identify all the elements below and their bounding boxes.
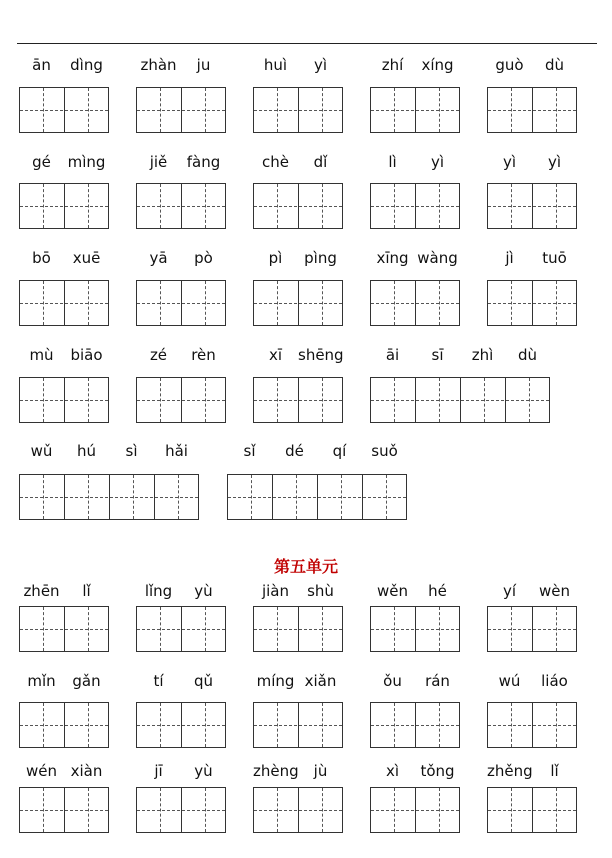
pinyin-syllable: yì <box>502 153 517 171</box>
writing-grid[interactable] <box>136 702 226 748</box>
grid-cell-divider <box>298 183 299 229</box>
grid-cell-divider <box>64 787 65 833</box>
grid-cell-divider <box>181 377 182 423</box>
grid-vertical-guide <box>439 788 440 832</box>
writing-grid[interactable] <box>19 474 199 520</box>
grid-vertical-guide <box>322 607 323 651</box>
pinyin-syllable: xiǎn <box>304 672 337 690</box>
grid-vertical-guide <box>160 607 161 651</box>
grid-vertical-guide <box>439 281 440 325</box>
grid-vertical-guide <box>439 378 440 422</box>
grid-vertical-guide <box>439 88 440 132</box>
writing-grid[interactable] <box>253 702 343 748</box>
grid-cell-divider <box>154 474 155 520</box>
grid-cell-divider <box>109 474 110 520</box>
grid-vertical-guide <box>205 184 206 228</box>
pinyin-syllable: dù <box>517 346 538 364</box>
grid-cell-divider <box>532 87 533 133</box>
pinyin-syllable: ān <box>32 56 51 74</box>
grid-vertical-guide <box>88 788 89 832</box>
pinyin-syllable: pò <box>194 249 213 267</box>
pinyin-syllable: pì <box>268 249 283 267</box>
grid-cell-divider <box>298 787 299 833</box>
pinyin-syllable: gé <box>32 153 51 171</box>
pinyin-syllable: lǐ <box>82 582 91 600</box>
pinyin-syllable: hǎi <box>165 442 188 460</box>
grid-cell-divider <box>64 377 65 423</box>
grid-vertical-guide <box>394 607 395 651</box>
grid-cell-divider <box>181 787 182 833</box>
pinyin-syllable: liáo <box>541 672 568 690</box>
pinyin-syllable: qǔ <box>193 672 214 690</box>
grid-vertical-guide <box>277 378 278 422</box>
grid-vertical-guide <box>277 607 278 651</box>
writing-grid[interactable] <box>136 280 226 326</box>
grid-vertical-guide <box>556 184 557 228</box>
pinyin-syllable: bō <box>32 249 51 267</box>
grid-vertical-guide <box>43 607 44 651</box>
grid-vertical-guide <box>511 788 512 832</box>
grid-vertical-guide <box>205 788 206 832</box>
grid-vertical-guide <box>43 88 44 132</box>
pinyin-syllable: míng <box>256 672 295 690</box>
grid-cell-divider <box>181 606 182 652</box>
grid-cell-divider <box>181 280 182 326</box>
grid-vertical-guide <box>556 607 557 651</box>
grid-vertical-guide <box>88 378 89 422</box>
grid-vertical-guide <box>322 703 323 747</box>
grid-vertical-guide <box>43 281 44 325</box>
grid-vertical-guide <box>160 184 161 228</box>
writing-grid[interactable] <box>19 377 109 423</box>
grid-cell-divider <box>181 87 182 133</box>
grid-cell-divider <box>532 280 533 326</box>
pinyin-syllable: qí <box>332 442 347 460</box>
writing-grid[interactable] <box>136 183 226 229</box>
grid-vertical-guide <box>511 281 512 325</box>
writing-grid[interactable] <box>370 183 460 229</box>
grid-vertical-guide <box>133 475 134 519</box>
pinyin-syllable: tuō <box>542 249 567 267</box>
pinyin-syllable: suǒ <box>371 442 398 460</box>
grid-vertical-guide <box>88 607 89 651</box>
grid-vertical-guide <box>556 281 557 325</box>
grid-cell-divider <box>298 280 299 326</box>
grid-vertical-guide <box>277 703 278 747</box>
grid-vertical-guide <box>322 88 323 132</box>
grid-vertical-guide <box>394 703 395 747</box>
grid-cell-divider <box>362 474 363 520</box>
grid-vertical-guide <box>484 378 485 422</box>
pinyin-syllable: sǐ <box>243 442 256 460</box>
pinyin-syllable: yù <box>194 582 213 600</box>
writing-grid[interactable] <box>136 787 226 833</box>
grid-vertical-guide <box>205 88 206 132</box>
writing-grid[interactable] <box>253 280 343 326</box>
grid-vertical-guide <box>88 475 89 519</box>
pinyin-syllable: lǐng <box>144 582 173 600</box>
grid-vertical-guide <box>511 184 512 228</box>
pinyin-syllable: fàng <box>186 153 221 171</box>
writing-grid[interactable] <box>19 87 109 133</box>
grid-cell-divider <box>505 377 506 423</box>
pinyin-syllable: guò <box>495 56 524 74</box>
pinyin-syllable: hú <box>76 442 96 460</box>
grid-cell-divider <box>532 183 533 229</box>
writing-grid[interactable] <box>487 606 577 652</box>
writing-grid[interactable] <box>487 87 577 133</box>
pinyin-syllable: lì <box>388 153 397 171</box>
grid-vertical-guide <box>341 475 342 519</box>
writing-grid[interactable] <box>487 702 577 748</box>
grid-cell-divider <box>64 183 65 229</box>
pinyin-syllable: jù <box>313 762 328 780</box>
grid-cell-divider <box>532 606 533 652</box>
grid-vertical-guide <box>394 281 395 325</box>
grid-vertical-guide <box>88 703 89 747</box>
grid-cell-divider <box>64 606 65 652</box>
grid-cell-divider <box>415 87 416 133</box>
grid-vertical-guide <box>88 88 89 132</box>
pinyin-syllable: rán <box>425 672 450 690</box>
grid-cell-divider <box>272 474 273 520</box>
pinyin-syllable: wèn <box>538 582 570 600</box>
writing-grid[interactable] <box>253 87 343 133</box>
writing-grid[interactable] <box>19 183 109 229</box>
grid-vertical-guide <box>511 88 512 132</box>
writing-grid[interactable] <box>136 606 226 652</box>
grid-cell-divider <box>415 606 416 652</box>
grid-cell-divider <box>415 702 416 748</box>
pinyin-syllable: dǐ <box>313 153 328 171</box>
pinyin-syllable: zhàn <box>140 56 177 74</box>
pinyin-syllable: tǒng <box>420 762 455 780</box>
grid-vertical-guide <box>277 281 278 325</box>
pinyin-syllable: yā <box>149 249 168 267</box>
writing-grid[interactable] <box>370 702 460 748</box>
grid-vertical-guide <box>322 788 323 832</box>
writing-grid[interactable] <box>370 377 550 423</box>
pinyin-syllable: wǔ <box>30 442 53 460</box>
pinyin-syllable: ǒu <box>383 672 402 690</box>
grid-vertical-guide <box>88 281 89 325</box>
pinyin-syllable: zhí <box>381 56 404 74</box>
grid-cell-divider <box>181 183 182 229</box>
grid-vertical-guide <box>160 788 161 832</box>
writing-grid[interactable] <box>253 377 343 423</box>
grid-cell-divider <box>298 606 299 652</box>
grid-vertical-guide <box>178 475 179 519</box>
grid-cell-divider <box>532 702 533 748</box>
grid-cell-divider <box>64 702 65 748</box>
pinyin-syllable: zé <box>149 346 168 364</box>
grid-cell-divider <box>415 377 416 423</box>
pinyin-syllable: zhēn <box>23 582 60 600</box>
grid-cell-divider <box>415 280 416 326</box>
pinyin-syllable: xiàn <box>70 762 103 780</box>
writing-grid[interactable] <box>487 183 577 229</box>
grid-vertical-guide <box>43 703 44 747</box>
writing-grid[interactable] <box>19 702 109 748</box>
grid-vertical-guide <box>205 378 206 422</box>
grid-cell-divider <box>64 280 65 326</box>
grid-vertical-guide <box>556 788 557 832</box>
grid-vertical-guide <box>322 281 323 325</box>
writing-grid[interactable] <box>370 787 460 833</box>
grid-cell-divider <box>415 183 416 229</box>
pinyin-syllable: shēng <box>298 346 344 364</box>
pinyin-syllable: xíng <box>421 56 454 74</box>
grid-cell-divider <box>298 87 299 133</box>
unit-heading: 第五单元 <box>273 557 338 576</box>
grid-cell-divider <box>532 787 533 833</box>
pinyin-syllable: biāo <box>70 346 103 364</box>
pinyin-syllable: tí <box>153 672 164 690</box>
writing-grid[interactable] <box>19 787 109 833</box>
grid-cell-divider <box>64 87 65 133</box>
grid-cell-divider <box>298 377 299 423</box>
pinyin-syllable: jiě <box>149 153 168 171</box>
pinyin-syllable: chè <box>262 153 289 171</box>
pinyin-syllable: sì <box>125 442 138 460</box>
writing-grid[interactable] <box>370 606 460 652</box>
grid-vertical-guide <box>277 88 278 132</box>
grid-vertical-guide <box>88 184 89 228</box>
pinyin-syllable: jì <box>505 249 514 267</box>
grid-vertical-guide <box>394 788 395 832</box>
writing-grid[interactable] <box>253 606 343 652</box>
pinyin-syllable: ju <box>196 56 211 74</box>
writing-grid[interactable] <box>19 606 109 652</box>
pinyin-syllable: mìng <box>67 153 106 171</box>
grid-vertical-guide <box>386 475 387 519</box>
pinyin-syllable: yí <box>502 582 517 600</box>
grid-vertical-guide <box>277 788 278 832</box>
pinyin-syllable: dù <box>544 56 565 74</box>
grid-vertical-guide <box>556 88 557 132</box>
grid-cell-divider <box>415 787 416 833</box>
grid-vertical-guide <box>394 88 395 132</box>
grid-vertical-guide <box>322 378 323 422</box>
grid-vertical-guide <box>160 281 161 325</box>
grid-vertical-guide <box>439 607 440 651</box>
grid-vertical-guide <box>205 281 206 325</box>
pinyin-syllable: xī <box>268 346 283 364</box>
grid-vertical-guide <box>511 607 512 651</box>
pinyin-syllable: gǎn <box>72 672 101 690</box>
grid-vertical-guide <box>277 184 278 228</box>
pinyin-syllable: yì <box>547 153 562 171</box>
grid-vertical-guide <box>43 184 44 228</box>
grid-vertical-guide <box>160 703 161 747</box>
pinyin-syllable: rèn <box>191 346 216 364</box>
grid-vertical-guide <box>43 788 44 832</box>
grid-vertical-guide <box>251 475 252 519</box>
grid-vertical-guide <box>43 378 44 422</box>
grid-vertical-guide <box>439 703 440 747</box>
pinyin-syllable: dìng <box>70 56 103 74</box>
writing-grid[interactable] <box>253 787 343 833</box>
writing-grid[interactable] <box>253 183 343 229</box>
writing-grid[interactable] <box>227 474 407 520</box>
grid-cell-divider <box>317 474 318 520</box>
writing-grid[interactable] <box>370 280 460 326</box>
pinyin-syllable: yù <box>194 762 213 780</box>
pinyin-syllable: zhèng <box>253 762 299 780</box>
grid-cell-divider <box>460 377 461 423</box>
top-rule <box>17 43 597 44</box>
grid-vertical-guide <box>394 184 395 228</box>
pinyin-syllable: yì <box>313 56 328 74</box>
writing-grid[interactable] <box>136 377 226 423</box>
writing-grid[interactable] <box>136 87 226 133</box>
pinyin-syllable: hé <box>428 582 447 600</box>
pinyin-syllable: xì <box>385 762 400 780</box>
pinyin-syllable: dé <box>285 442 304 460</box>
pinyin-syllable: huì <box>263 56 288 74</box>
grid-cell-divider <box>298 702 299 748</box>
pinyin-syllable: pìng <box>304 249 337 267</box>
grid-vertical-guide <box>160 378 161 422</box>
grid-vertical-guide <box>43 475 44 519</box>
pinyin-syllable: zhěng <box>487 762 533 780</box>
pinyin-syllable: zhì <box>471 346 494 364</box>
pinyin-syllable: wěn <box>376 582 408 600</box>
pinyin-syllable: jiàn <box>261 582 290 600</box>
grid-vertical-guide <box>322 184 323 228</box>
pinyin-syllable: xīng <box>376 249 409 267</box>
writing-grid[interactable] <box>487 280 577 326</box>
grid-vertical-guide <box>511 703 512 747</box>
grid-vertical-guide <box>394 378 395 422</box>
pinyin-syllable: wén <box>25 762 57 780</box>
writing-grid[interactable] <box>487 787 577 833</box>
pinyin-syllable: jī <box>154 762 163 780</box>
pinyin-syllable: wàng <box>417 249 458 267</box>
pinyin-syllable: wú <box>498 672 521 690</box>
grid-vertical-guide <box>556 703 557 747</box>
grid-vertical-guide <box>529 378 530 422</box>
grid-vertical-guide <box>296 475 297 519</box>
grid-cell-divider <box>181 702 182 748</box>
writing-grid[interactable] <box>370 87 460 133</box>
pinyin-syllable: shù <box>307 582 334 600</box>
writing-grid[interactable] <box>19 280 109 326</box>
pinyin-syllable: mǐn <box>27 672 56 690</box>
pinyin-syllable: āi <box>385 346 400 364</box>
pinyin-syllable: mù <box>29 346 54 364</box>
pinyin-syllable: lǐ <box>550 762 559 780</box>
grid-vertical-guide <box>160 88 161 132</box>
grid-vertical-guide <box>205 607 206 651</box>
pinyin-syllable: xuē <box>72 249 101 267</box>
grid-vertical-guide <box>439 184 440 228</box>
pinyin-syllable: yì <box>430 153 445 171</box>
pinyin-syllable: sī <box>431 346 444 364</box>
grid-cell-divider <box>64 474 65 520</box>
grid-vertical-guide <box>205 703 206 747</box>
